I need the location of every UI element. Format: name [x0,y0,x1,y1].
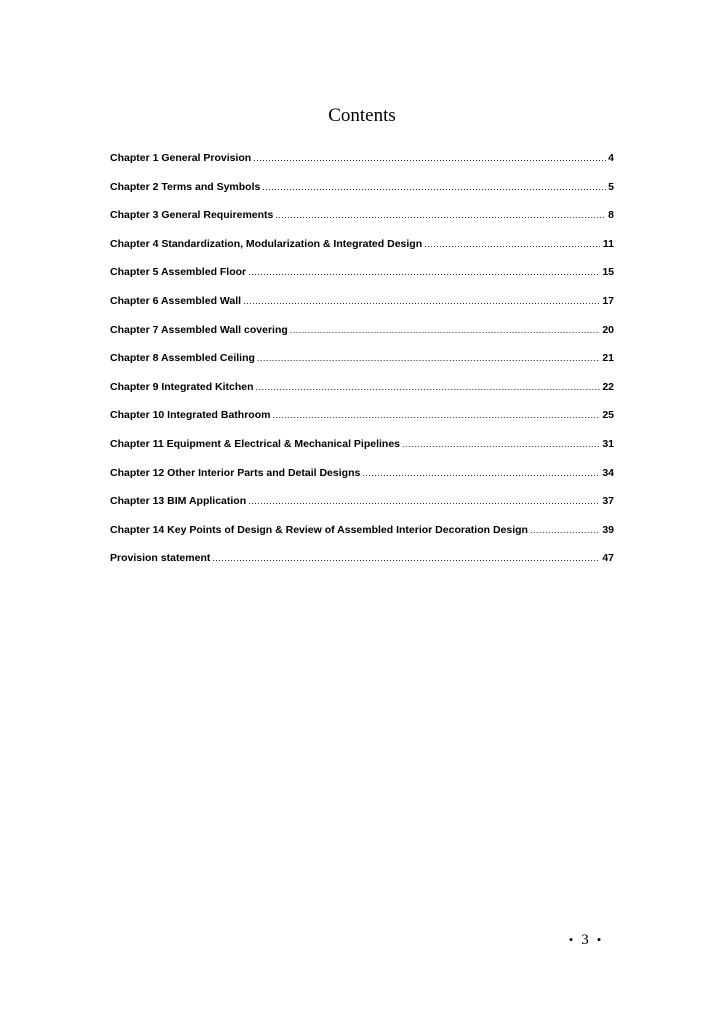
toc-entry-chapter-12[interactable] [110,467,614,496]
page-footer [540,930,630,950]
toc-entry-page-number: 25 [602,409,614,422]
toc-entry-label: Chapter 12 Other Interior Parts and Detail Designs [110,466,361,479]
page-title: Contents [328,105,396,126]
toc-entry-page-number: 37 [602,495,614,508]
toc-entry-page-number: 15 [602,266,614,279]
dot-leader [262,182,606,192]
toc-entry-page-number: 4 [608,152,614,164]
dot-leader [424,239,601,249]
toc-entry-chapter-10[interactable] [110,409,614,438]
dot-leader [272,410,600,420]
toc-entry-chapter-2[interactable] [110,181,614,210]
dot-leader [243,296,600,306]
toc-entry-label: Chapter 2 Terms and Symbols [110,180,261,193]
toc-entry-page-number: 34 [602,466,614,479]
toc-entry-label: Chapter 13 BIM Application [110,495,247,508]
toc-entry-chapter-7[interactable] [110,324,614,353]
toc-entry-chapter-3[interactable] [110,209,614,238]
dot-leader [212,553,600,563]
dot-leader [256,382,601,392]
toc-entry-page-number: 11 [602,237,614,250]
dot-leader [257,353,600,363]
toc-entry-label: Provision statement [110,552,211,565]
dot-leader [248,496,600,506]
toc-entry-label: Chapter 6 Assembled Wall [110,294,242,307]
toc-entry-page-number: 21 [602,352,614,365]
toc-entry-chapter-14[interactable] [110,524,614,553]
toc-entry-chapter-4[interactable] [110,238,614,267]
dot-leader [253,153,606,163]
dot-leader [402,439,600,449]
toc-entry-chapter-8[interactable] [110,352,614,381]
toc-entry-label: Chapter 4 Standardization, Modularization & Integrated Design [110,237,423,250]
toc-entry-label: Chapter 8 Assembled Ceiling [110,352,255,365]
toc-entry-label: Chapter 5 Assembled Floor [110,266,247,279]
dot-leader [290,325,601,335]
toc-entry-page-number: 47 [602,552,614,565]
toc-entry-chapter-11[interactable] [110,438,614,467]
toc-entry-label: Chapter 3 General Requirements [110,209,274,222]
bullet-left-icon: • [568,932,574,947]
toc-entry-page-number: 22 [602,380,614,393]
page-number: 3 [581,932,589,948]
dot-leader [248,267,600,277]
toc-entry-page-number: 31 [602,437,614,450]
dot-leader [275,210,606,220]
toc-entry-label: Chapter 10 Integrated Bathroom [110,409,271,422]
toc-entry-label: Chapter 11 Equipment & Electrical & Mechanical Pipelines [110,437,401,450]
toc-entry-chapter-6[interactable] [110,295,614,324]
toc-entry-chapter-13[interactable] [110,495,614,524]
dot-leader [530,525,600,535]
toc-entry-page-number: 20 [602,323,614,336]
table-of-contents [110,152,614,581]
toc-entry-chapter-5[interactable] [110,266,614,295]
toc-entry-label: Chapter 9 Integrated Kitchen [110,380,254,393]
bullet-right-icon: • [596,932,602,947]
toc-entry-label: Chapter 7 Assembled Wall covering [110,323,288,336]
toc-entry-page-number: 5 [608,180,614,193]
toc-entry-label: Chapter 1 General Provision [110,152,252,164]
toc-entry-label: Chapter 14 Key Points of Design & Review of Assembled Interior Decoration Design [110,523,528,536]
toc-entry-page-number: 39 [602,523,614,536]
toc-entry-chapter-9[interactable] [110,381,614,410]
toc-entry-provision-statement[interactable] [110,552,614,581]
toc-entry-chapter-1[interactable] [110,152,614,181]
dot-leader [362,468,600,478]
toc-entry-page-number: 8 [608,209,614,222]
toc-entry-page-number: 17 [602,294,614,307]
